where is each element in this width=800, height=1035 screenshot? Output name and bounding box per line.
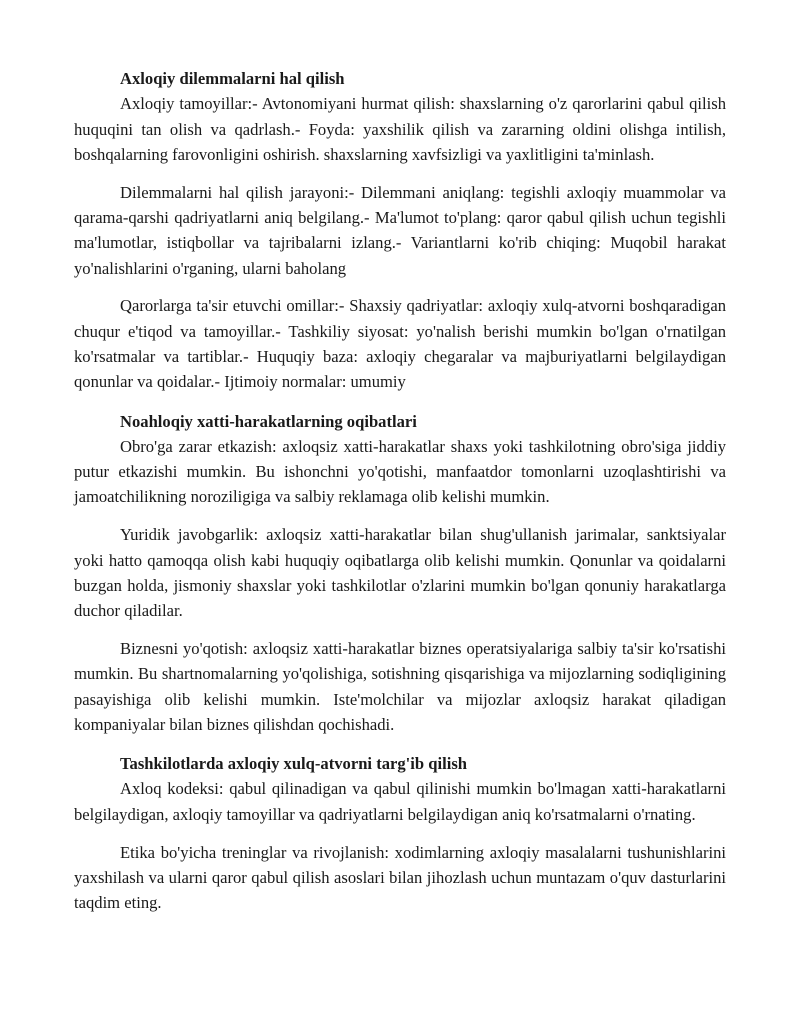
paragraph: Qarorlarga ta'sir etuvchi omillar:- Shaxsiy qadriyatlar: axloqiy xulq-atvorni boshqaradigan chuqur e'tiqod va tamoyillar.- Tashkiliy siyosat: yo'nalish berishi mumkin bo'lgan o'rnatilgan ko'rsatmalar va tartiblar.- Huquqiy baza: axloqiy chegaralar va majburiyatlarni belgilaydigan qonunlar va qoidalar.- Ijtimoiy normalar: umumiy (74, 296, 726, 392)
section-unethical-consequences (74, 409, 726, 738)
paragraph: Obro'ga zarar etkazish: axloqsiz xatti-harakatlar shaxs yoki tashkilotning obro'siga jiddiy putur etkazishi mumkin. Bu ishonchni yo'qotishi, manfaatdor tomonlarni uzoqlashtirishi va jamoatchilikning noroziligiga va salbiy reklamaga olib kelishi mumkin. (74, 436, 726, 507)
section-heading: Noahloqiy xatti-harakatlarning oqibatlari (120, 411, 417, 431)
section-heading: Tashkilotlarda axloqiy xulq-atvorni targ'ib qilish (120, 754, 468, 774)
paragraph: Axloqiy tamoyillar:- Avtonomiyani hurmat qilish: shaxslarning o'z qarorlarini qabul qilish huquqini tan olish va qadrlash.- Foyda: yaxshilik qilish va zararning oldini olishga intilish, boshqalarning farovonligini oshirish. shaxslarning xavfsizligi va yaxlitligini ta'minlash. (74, 94, 726, 164)
paragraph: Dilemmalarni hal qilish jarayoni:- Dilemmani aniqlang: tegishli axloqiy muammolar va qarama-qarshi qadriyatlarni aniq belgilang.- Ma'lumot to'plang: qaror qabul qilish uchun tegishli ma'lumotlar, istiqbollar va tajribalarni izlang.- Variantlarni ko'rib chiqing: Muqobil harakat yo'nalishlarini o'rganing, ularni baholang (74, 182, 726, 278)
section-ethical-dilemmas (74, 66, 726, 395)
paragraph: Axloq kodeksi: qabul qilinadigan va qabul qilinishi mumkin bo'lmagan xatti-harakatlarni belgilaydigan, axloqiy tamoyillar va qadriyatlarni belgilaydigan aniq ko'rsatmalarni o'rnating. (74, 779, 726, 824)
document-page (74, 66, 726, 928)
section-promoting-ethics (74, 751, 726, 915)
paragraph: Etika bo'yicha treninglar va rivojlanish: xodimlarning axloqiy masalalarni tushunishlarini yaxshilash va ularni qaror qabul qilish asoslari bilan jihozlash uchun muntazam o'quv dasturlarini taqdim eting. (74, 842, 726, 913)
section-heading: Axloqiy dilemmalarni hal qilish (120, 69, 345, 88)
paragraph: Yuridik javobgarlik: axloqsiz xatti-harakatlar bilan shug'ullanish jarimalar, sanktsiyalar yoki hatto qamoqqa olish kabi huquqiy oqibatlarga olib kelishi mumkin. Qonunlar va qoidalarni buzgan holda, jismoniy shaxslar yoki tashkilotlar o'zlarini mumkin bo'lgan qonuniy harakatlarga duchor qiladilar. (74, 525, 726, 621)
paragraph: Biznesni yo'qotish: axloqsiz xatti-harakatlar biznes operatsiyalariga salbiy ta'sir ko'rsatishi mumkin. Bu shartnomalarning yo'qolishiga, sotishning qisqarishiga va mijozlarning sodiqligining pasayishiga olib kelishi mumkin. Iste'molchilar va mijozlar axloqsiz harakat qiladigan kompaniyalar bilan biznes qilishdan qochishadi. (74, 638, 726, 734)
